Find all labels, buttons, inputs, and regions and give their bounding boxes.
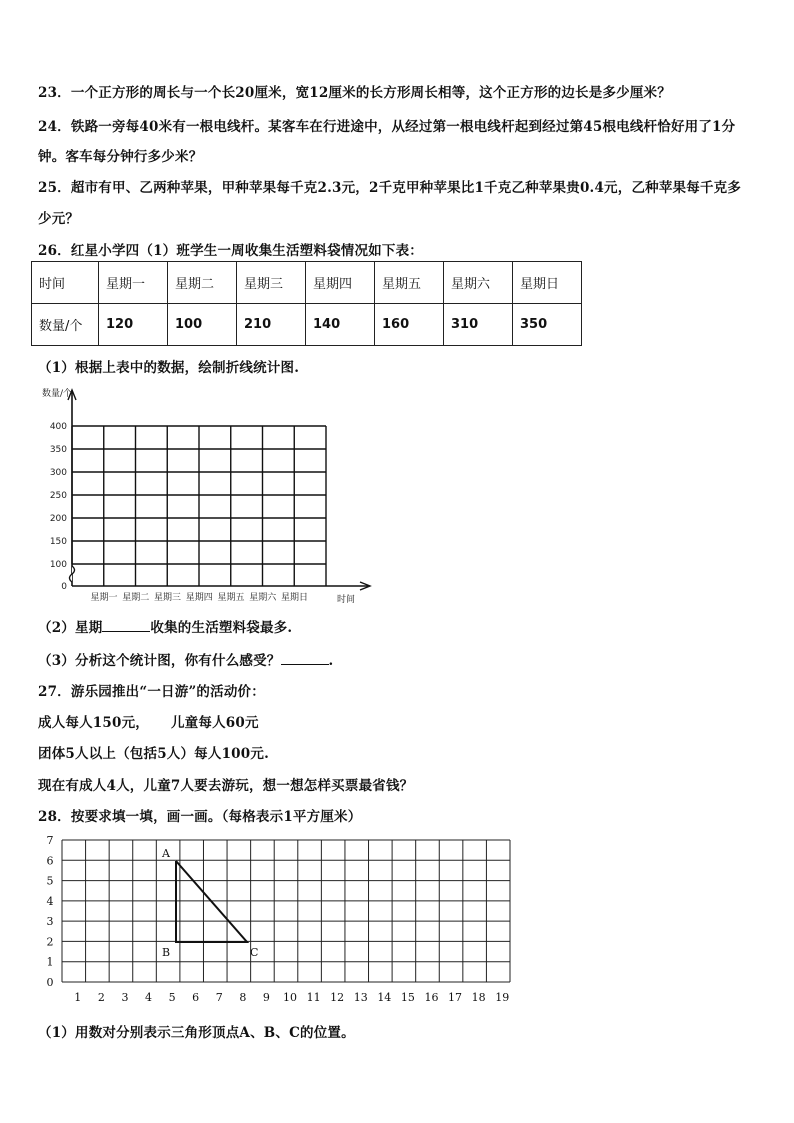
y-tick-label: 2 [46,935,54,949]
table-cell: 星期五 [375,262,444,304]
y-tick-label: 400 [49,422,67,432]
x-tick-label: 17 [448,991,463,1004]
table-cell: 星期一 [99,262,168,304]
x-tick-label: 9 [262,991,270,1004]
question-27-title: 27．游乐园推出“一日游”的活动价： [38,684,265,700]
y-tick-label: 100 [49,560,67,570]
sub2-prefix: （2）星期 [38,620,103,636]
answer-blank[interactable] [281,652,329,665]
x-tick-label: 16 [424,991,439,1004]
question-27-prices [38,711,259,731]
table-cell: 星期六 [444,262,513,304]
y-tick-label: 300 [49,468,67,478]
x-tick-label: 星期五 [217,593,245,603]
x-tick-label: 13 [353,991,368,1004]
question-27-group: 团体5人以上（包括5人）每人100元. [38,746,269,762]
axis-break-mark [70,566,75,582]
x-tick-label: 11 [306,991,321,1004]
table-cell: 140 [306,304,375,346]
question-26-title: 26．红星小学四（1）班学生一周收集生活塑料袋情况如下表： [38,243,423,259]
y-tick-label: 5 [46,874,54,888]
chart1-group [42,387,370,605]
question-24-line2: 钟。客车每分钟行多少米？ [38,149,203,165]
question-25-line1: 25．超市有甲、乙两种苹果，甲种苹果每千克2.3元，2千克甲种苹果比1千克乙种苹果贵0.4元，乙种苹果每千克多 [38,180,742,196]
x-tick-label: 14 [377,991,392,1004]
table-cell: 210 [237,304,306,346]
x-tick-label: 4 [145,991,153,1004]
table-cell: 160 [375,304,444,346]
table-cell: 星期四 [306,262,375,304]
x-tick-label: 星期六 [249,593,277,603]
question-28-sub1: （1）用数对分别表示三角形顶点A、B、C的位置。 [38,1025,355,1041]
table-cell: 时间 [32,262,99,304]
question-26-sub1: （1）根据上表中的数据，绘制折线统计图. [38,360,300,376]
child-price: 儿童每人60元 [170,715,259,731]
question-28-title: 28．按要求填一填，画一画。（每格表示1平方厘米） [38,809,362,825]
y-tick-label: 0 [46,976,54,989]
question-24-line1: 24．铁路一旁每40米有一根电线杆。某客车在行进途中，从经过第一根电线杆起到经过第45根电线杆恰好用了1分 [38,119,736,135]
table-cell: 星期二 [168,262,237,304]
sub3-suffix: . [328,653,334,669]
table-cell: 310 [444,304,513,346]
sub3-prefix: （3）分析这个统计图，你有什么感受？ [38,653,281,669]
x-tick-label: 18 [471,991,486,1004]
table-cell: 100 [168,304,237,346]
x-tick-label: 2 [97,991,105,1004]
sub2-suffix: 收集的生活塑料袋最多. [150,620,293,636]
y-tick-label: 200 [49,514,67,524]
y-tick-label: 350 [49,445,67,455]
table-cell: 星期日 [513,262,582,304]
y-tick-label: 150 [49,537,67,547]
x-tick-label: 星期三 [153,593,182,603]
table-cell: 数量/个 [32,304,99,346]
question-26-sub3 [38,649,333,669]
x-tick-label: 12 [330,991,345,1004]
vertex-label-b: B [162,946,171,959]
x-tick-label: 星期二 [122,593,150,603]
y-tick-label: 0 [61,582,67,592]
question-25-line2: 少元？ [38,211,80,227]
question-26-sub2 [38,616,292,636]
question-23: 23．一个正方形的周长与一个长20厘米，宽12厘米的长方形周长相等，这个正方形的边长是多少厘米？ [38,85,671,101]
x-tick-label: 8 [239,991,247,1004]
x-tick-label: 10 [283,991,297,1004]
x-tick-label: 6 [192,991,200,1004]
x-tick-label: 7 [215,991,223,1004]
x-tick-label: 星期一 [90,593,118,603]
x-axis-label: 时间 [337,595,356,605]
answer-blank[interactable] [102,619,150,632]
y-tick-label: 1 [46,955,54,969]
vertex-label-a: A [162,847,170,860]
table-cell: 星期三 [237,262,306,304]
y-tick-label: 3 [46,915,54,929]
y-tick-label: 7 [46,834,54,847]
x-tick-label: 19 [495,991,510,1004]
y-tick-label: 250 [49,491,67,501]
table-cell: 120 [99,304,168,346]
triangle-abc [176,861,247,942]
coordinate-grid [47,834,511,1004]
table-cell: 350 [513,304,582,346]
y-tick-label: 6 [46,854,54,868]
vertex-label-c: C [250,946,259,959]
adult-price: 成人每人150元， [38,715,149,731]
x-tick-label: 星期日 [280,593,309,603]
x-tick-label: 1 [74,991,82,1004]
x-tick-label: 星期四 [185,593,213,603]
y-axis-label: 数量/个 [42,389,73,399]
question-27-question: 现在有成人4人，儿童7人要去游玩，想一想怎样买票最省钱？ [38,778,414,794]
x-tick-label: 15 [400,991,415,1004]
y-tick-label: 4 [46,894,54,908]
x-tick-label: 5 [168,991,176,1004]
x-tick-label: 3 [121,991,129,1004]
